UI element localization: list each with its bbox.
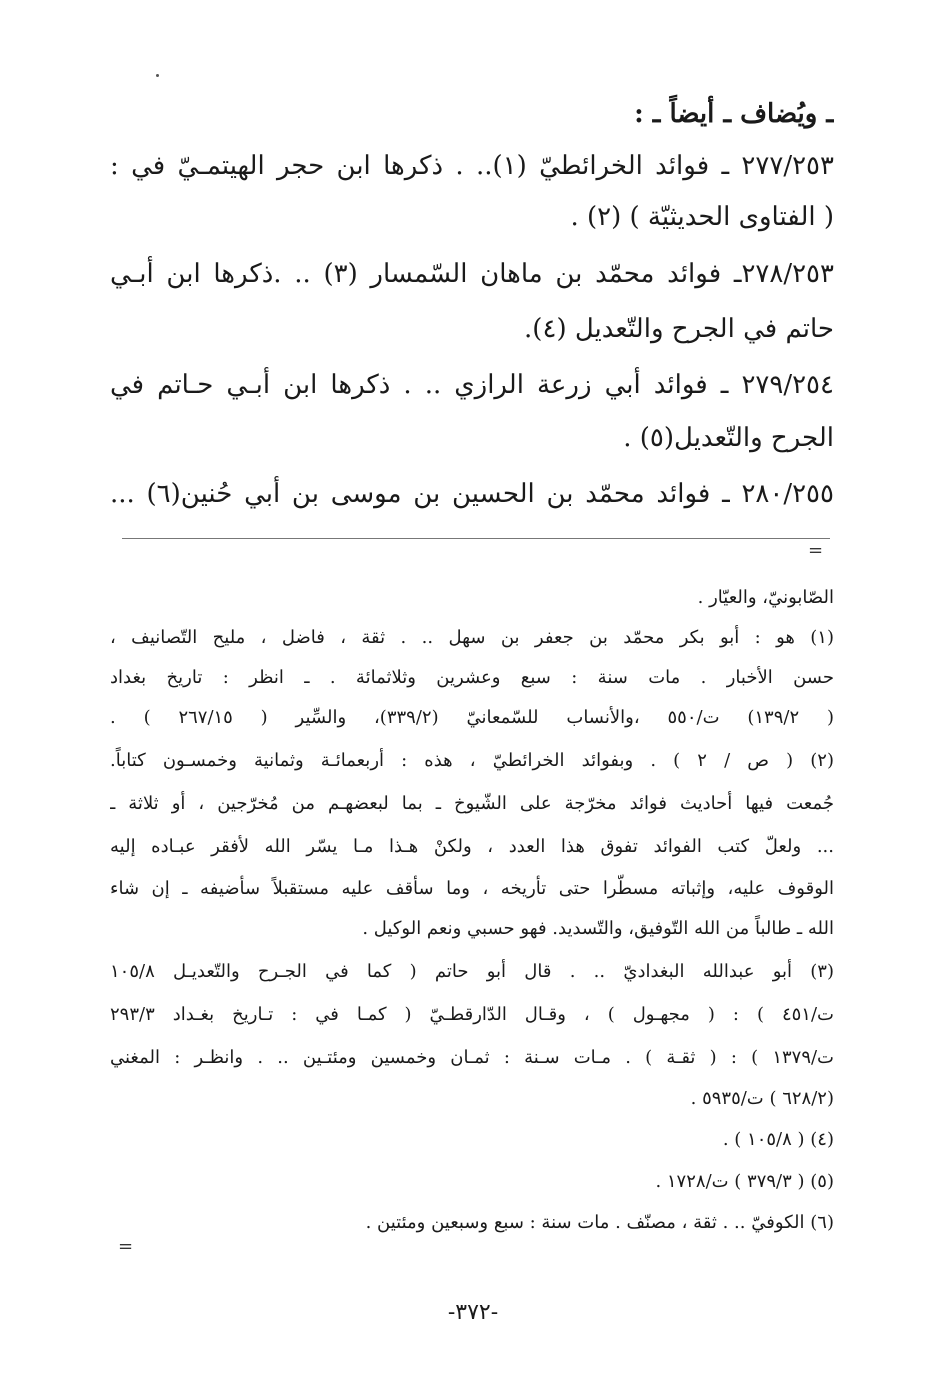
footnote-1-line-1: (١) هو : أبو بكر محمّد بن جعفر بن سهل .. . ثقة ، فاضل ، مليح التّصانيف ، [110,627,834,648]
end-mark: = [118,1236,134,1257]
footnote-continuation: الصّابونيّ، والعيّار . [697,587,834,608]
footnote-3-line-3: ت/١٣٧٩ ) : ( ثقـة ) . مـات سـنة : ثمـان وخمسين ومئتـين .. . وانظـر : المغني [110,1047,834,1068]
footnote-3-line-4: (٦٢٨/٢ ) ت/٥٩٣٥ . [690,1088,834,1109]
section-heading: ـ ويُضاف ـ أيضاً ـ : [634,99,834,129]
separator-mark: = [808,540,824,561]
footnote-5: (٥) ( ٣٧٩/٣ ) ت/١٧٢٨ . [655,1171,834,1192]
entry-279-line-2: الجرح والتّعديل(٥) . [623,423,834,453]
footnote-1-line-2: حسن الأخبار . مات سنة : سبع وعشرين وثلاثمائة . ـ انظر : تاريخ بغداد [110,667,834,688]
footnote-3-line-1: (٣) أبو عبدالله البغداديّ .. . قال أبو حاتم ( كما في الجـرح والتّعديـل ١٠٥/٨ [110,961,834,982]
footnote-2-line-2: جُمعت فيها أحاديث فوائد مخرّجة على الشّيوخ ـ بما لبعضهـم من مُخرّجين ، أو ثلاثة ـ [110,793,834,814]
footnote-2-line-1: (٢) ( ص / ٢ ) . وبفوائد الخرائطيّ ، هذه : أربعمائـة وثمانية وخمسـون كتاباً. [110,750,834,771]
entry-278-line-2: حاتم في الجرح والتّعديل (٤). [524,314,834,344]
footnote-separator [122,538,830,539]
footnote-1-line-3: ( ١٣٩/٢) ت/٥٥٠ ،والأنساب للسّمعانيّ (٣٣٩/٢)، والسِّير ( ٢٦٧/١٥ ) . [110,707,834,728]
footnote-6: (٦) الكوفيّ .. . ثقة ، مصنّف . مات سنة : سبع وسبعين ومئتين . [365,1212,834,1233]
entry-278-line-1: ٢٧٨/٢٥٣ـ فوائد محمّد بن ماهان السّمسار (٣) .. .ذكرها ابن أبـي [110,259,834,289]
entry-280-line-1: ٢٨٠/٢٥٥ ـ فوائد محمّد بن الحسين بن موسى بن أبي حُنين(٦) ... [110,479,834,509]
entry-279-line-1: ٢٧٩/٢٥٤ ـ فوائد أبي زرعة الرازي .. . ذكرها ابن أبـي حـاتم في [110,370,834,400]
entry-277-line-1: ٢٧٧/٢٥٣ ـ فوائد الخرائطيّ (١).. . ذكرها ابن حجر الهيتمـيّ في : [110,151,834,181]
footnote-4: (٤) ( ١٠٥/٨ ) . [722,1129,834,1150]
footnote-3-line-2: ت/٤٥١ ) : ( مجهـول ) ، وقـال الدّارقطـيّ ( كمـا في : تـاريخ بغـداد ٢٩٣/٣ [110,1004,834,1025]
entry-277-line-2: ( الفتاوى الحديثيّة ) (٢) . [570,202,834,232]
scan-dot [156,74,159,77]
page-number: -٣٧٢- [447,1300,499,1325]
footnote-2-line-3: ... ولعلّ كتب الفوائد تفوق هذا العدد ، ولكنْ هـذا مـا يسّر الله لأفقر عبـاده إليه [110,836,834,857]
footnote-2-line-5: الله ـ طالباً من الله التّوفيق، والتّسديد. فهو حسبي ونعم الوكيل . [362,918,834,939]
footnote-2-line-4: الوقوف عليه، وإثباته مسطّرا حتى تأريخه ، وما سأقف عليه مستقبلاً سأضيفه ـ إن شاء [110,878,834,899]
